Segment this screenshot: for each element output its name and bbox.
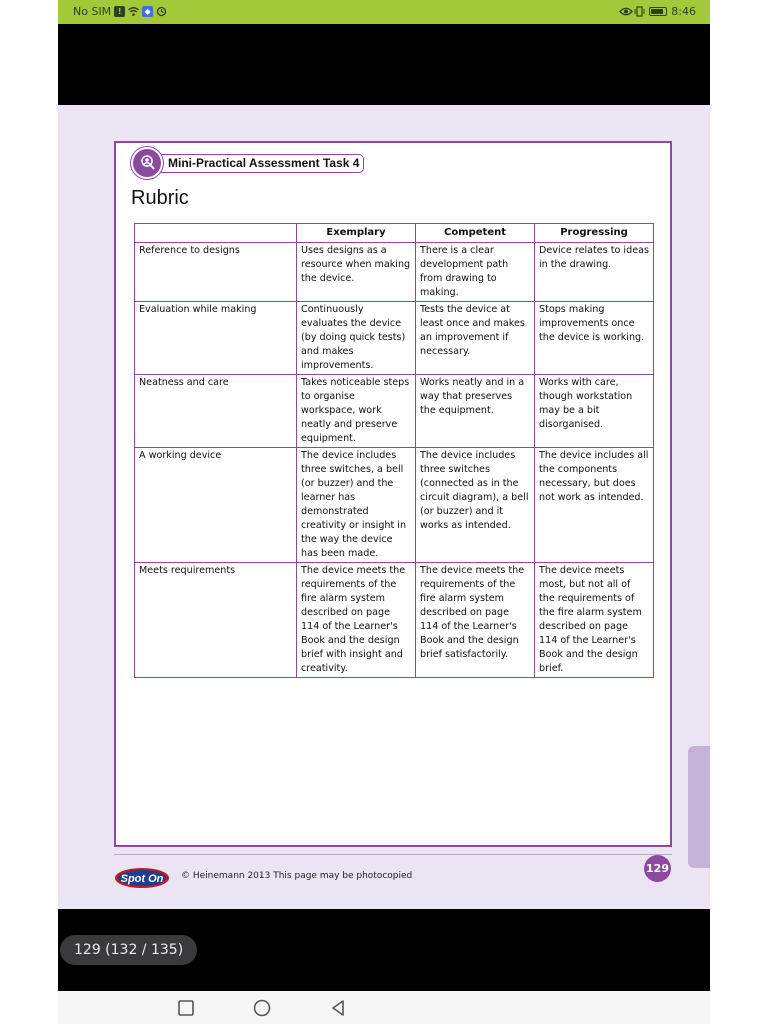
criterion-cell: A working device <box>135 448 297 563</box>
scroll-handle[interactable] <box>688 746 710 868</box>
spot-on-logo <box>114 867 170 889</box>
competent-cell: The device includes three switches (connected as in the circuit diagram), a bell (or buzzer) and it works as intended. <box>416 448 535 563</box>
wifi-icon <box>128 6 139 17</box>
battery-icon <box>649 7 667 16</box>
table-row <box>135 302 654 375</box>
page-title: Rubric <box>131 187 189 209</box>
vibrate-icon <box>634 6 645 17</box>
task-badge <box>131 151 364 175</box>
clock: 8:46 <box>671 5 696 18</box>
table-row <box>135 243 654 302</box>
progressing-cell: The device includes all the components necessary, but does not work as intended. <box>535 448 654 563</box>
sim-alert-icon: ! <box>114 6 125 17</box>
exemplary-cell: The device includes three switches, a bell (or buzzer) and the learner has demonstrated creativity or insight in the way the device has been made. <box>297 448 416 563</box>
eye-icon <box>619 6 630 17</box>
progressing-cell: The device meets most, but not all of the requirements of the fire alarm system described on page 114 of the Learner's Book and the design brief. <box>535 563 654 678</box>
shield-icon: ◆ <box>142 6 153 17</box>
document-page[interactable] <box>58 105 710 909</box>
criterion-cell: Neatness and care <box>135 375 297 448</box>
table-row <box>135 563 654 678</box>
exemplary-cell: Takes noticeable steps to organise workspace, work neatly and preserve equipment. <box>297 375 416 448</box>
competent-cell: Works neatly and in a way that preserves the equipment. <box>416 375 535 448</box>
home-button[interactable] <box>252 998 272 1018</box>
footer-divider <box>114 854 672 855</box>
progressing-cell: Device relates to ideas in the drawing. <box>535 243 654 302</box>
competent-cell: Tests the device at least once and makes an improvement if necessary. <box>416 302 535 375</box>
exemplary-cell: Uses designs as a resource when making the device. <box>297 243 416 302</box>
rubric-table <box>134 223 654 678</box>
page-number-badge: 129 <box>644 855 671 882</box>
task-badge-label: Mini-Practical Assessment Task 4 <box>153 154 364 173</box>
page-indicator: 129 (132 / 135) <box>60 935 197 965</box>
page-frame <box>114 141 672 847</box>
assessment-person-icon <box>131 147 163 179</box>
exemplary-cell: Continuously evaluates the device (by doing quick tests) and makes improvements. <box>297 302 416 375</box>
progressing-cell: Stops making improvements once the device is working. <box>535 302 654 375</box>
table-header-row <box>135 224 654 243</box>
criterion-cell: Meets requirements <box>135 563 297 678</box>
column-header: Exemplary <box>297 224 416 243</box>
table-row <box>135 448 654 563</box>
column-header: Competent <box>416 224 535 243</box>
back-button[interactable] <box>328 998 348 1018</box>
svg-text:Spot On: Spot On <box>120 873 164 885</box>
competent-cell: The device meets the requirements of the fire alarm system described on page 114 of the Learner's Book and the design brief satisfactorily. <box>416 563 535 678</box>
exemplary-cell: The device meets the requirements of the fire alarm system described on page 114 of the Learner's Book and the design brief with insight and creativity. <box>297 563 416 678</box>
phone-screen <box>58 0 710 1024</box>
column-header: Progressing <box>535 224 654 243</box>
carrier-label: No SIM <box>73 5 112 18</box>
competent-cell: There is a clear development path from drawing to making. <box>416 243 535 302</box>
recent-apps-button[interactable] <box>176 998 196 1018</box>
copyright-notice: © Heinemann 2013 This page may be photocopied <box>181 871 413 881</box>
column-header <box>135 224 297 243</box>
status-bar <box>58 0 710 24</box>
progressing-cell: Works with care, though workstation may be a bit disorganised. <box>535 375 654 448</box>
criterion-cell: Reference to designs <box>135 243 297 302</box>
criterion-cell: Evaluation while making <box>135 302 297 375</box>
navigation-bar <box>58 991 710 1024</box>
sync-icon <box>156 6 167 17</box>
table-row <box>135 375 654 448</box>
